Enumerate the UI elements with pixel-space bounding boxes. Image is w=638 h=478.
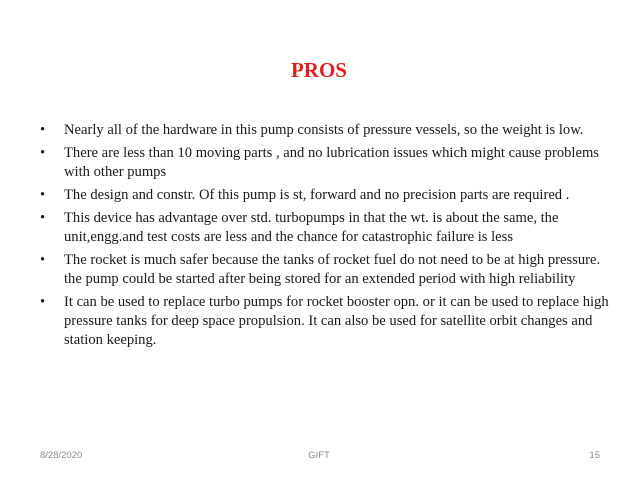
bullet-text: Nearly all of the hardware in this pump consists of pressure vessels, so the weight is low. — [64, 122, 584, 138]
bullet-item — [40, 293, 612, 350]
bullet-item — [40, 209, 612, 247]
bullet-icon: • — [40, 210, 46, 226]
bullet-item — [40, 121, 612, 140]
bullet-icon: • — [40, 122, 46, 138]
bullet-text: This device has advantage over std. turbopumps in that the wt. is about the same, the unit,engg.and test costs are less and the chance for catastrophic failure is less — [64, 210, 559, 245]
bullet-text: The rocket is much safer because the tanks of rocket fuel do not need to be at high pressure. the pump could be started after being stored for an extended period with high reliability — [64, 252, 601, 287]
bullet-icon: • — [40, 294, 46, 310]
bullet-item — [40, 144, 612, 182]
footer-page-number: 15 — [589, 450, 600, 461]
bullet-icon: • — [40, 187, 46, 203]
bullet-icon: • — [40, 145, 46, 161]
bullet-item — [40, 186, 612, 205]
footer-center-text: GIFT — [308, 450, 330, 461]
slide-title: PROS — [290, 58, 347, 82]
footer-date: 8/28/2020 — [40, 450, 83, 461]
bullet-icon: • — [40, 252, 46, 268]
bullet-text: The design and constr. Of this pump is st, forward and no precision parts are required . — [64, 187, 570, 203]
bullet-list — [40, 121, 612, 354]
bullet-text: There are less than 10 moving parts , and no lubrication issues which might cause problems with other pumps — [64, 145, 599, 180]
bullet-text: It can be used to replace turbo pumps for rocket booster opn. or it can be used to replace high pressure tanks for deep space propulsion. It can also be used for satellite orbit changes and station keeping. — [64, 294, 609, 348]
bullet-item — [40, 251, 612, 289]
